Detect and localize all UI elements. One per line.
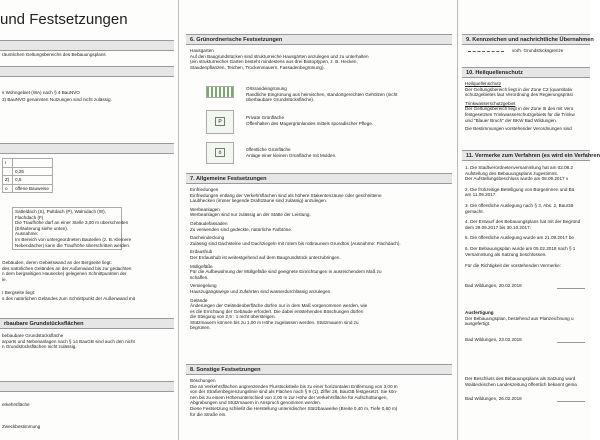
- section-header-traffic: [0, 381, 174, 392]
- text-line: Einfriedungen: [190, 187, 219, 192]
- use-line-1: s Wohngebiet (WA) nach § 4 BauNVO: [2, 90, 80, 95]
- column-right: [462, 0, 600, 440]
- text-line: begrünen.: [190, 325, 211, 331]
- text-line: Gebäuden, deren Gebietswand an der Bergseite liegt:: [2, 260, 112, 265]
- text-line: Staudenpflanzen, Teichen, Trockenmauern, Fassadenbegrünung).: [190, 64, 325, 70]
- private-green-letter: P: [215, 117, 225, 126]
- confirmation-text: Für die Richtigkeit der vorstehenden Vermerke:: [465, 263, 562, 268]
- text-line: bebaubare Grundstücksfläche: [2, 333, 64, 338]
- section-header-procedure: 11. Vermerke zum Verfahren (es wird ein Verfahren: [462, 150, 590, 161]
- text-line: festgesetzten Trinkwasserschutzgebiets für die Trinkw: [465, 111, 575, 117]
- text-line: Gebäudefassaden: [190, 220, 228, 226]
- signature-line: [557, 288, 585, 289]
- section-header-buildable: rbaubare Grundstücksflächen: [0, 318, 174, 329]
- eaves-paragraph-2: [2, 290, 135, 301]
- text-line: Der Geltungsbereich liegt in der Zone C2 (quantitativ: [465, 86, 573, 92]
- public-green-legend: [246, 147, 336, 158]
- text-line: Heilquellenschutz: [465, 81, 502, 86]
- traffic-area-label: erkehrsfläche: [2, 402, 30, 407]
- text-line: Für die Aufbewahrung der Müllgefäße sind geeignete Einrichtungen in ausreichendem Maß zu: [190, 269, 382, 275]
- text-line: Dacheindeckung: [190, 235, 225, 241]
- text-line: (Erläuterung siehe unten).: [15, 225, 69, 231]
- text-line: Versammlung als Satzung beschlossen.: [465, 251, 547, 257]
- text-line: Randliche Eingrünung aus heimischen, standortgerechten Gehölzen (nicht: [246, 91, 398, 97]
- text-line: offene Bauweise: [13, 184, 53, 193]
- text-line: Erdaushub: [190, 249, 213, 255]
- text-line: überbaubare Grundstücksfläche).: [246, 97, 315, 103]
- text-line: [13, 159, 53, 168]
- list-item: 2. Die frühzeitige Beteiligung von Bürgerinnen und Bü: [465, 186, 575, 192]
- text-line: von der Straßenbegrenzungslinie sind als Flächen nach § 9 (1), Ziffer 26, BauGB festgesetzt. Sie kön-: [190, 389, 398, 395]
- text-line: s des natürlichen Geländes zum Schnittpunkt der Außenwand mit: [2, 295, 136, 301]
- private-green-symbol: [206, 110, 234, 134]
- publication-text: [465, 376, 577, 387]
- text-line: Versiegelung: [190, 283, 217, 289]
- list-item: 1. Die Stadtverordnetenversammlung hat am 02.08.2: [465, 165, 574, 170]
- text-line: Hauszugangswege und Zufahrten sind wasserdurchlässig anzulegen.: [190, 288, 332, 294]
- scope-text: räumlichen Geltungsbereichs des Bebauungsplans: [2, 52, 106, 57]
- text-line: Ausfertigung: [465, 310, 494, 315]
- text-line: und "Blauer Bruch" der BKW Bad Wildungen.: [465, 117, 558, 123]
- section-header-scope: [0, 40, 174, 51]
- text-line: Der Erdaushub ist weitestgehend auf dem Baugrundstück unterzubringen.: [190, 254, 341, 260]
- text-line: o: [3, 184, 13, 193]
- embankment-provisions: [190, 378, 398, 417]
- section-header-marks: 9. Kennzeichen und nachrichtliche Übernahmen: [462, 34, 590, 45]
- section-header-use: [0, 66, 174, 77]
- section-header-spring: 10. Heilquellenschutz: [462, 67, 590, 78]
- text-line: Änderungen der Geländeoberfläche dürfen nur in dem Maß vorgenommen werden, wie: [190, 303, 368, 309]
- column-middle: [186, 0, 454, 440]
- fold-line: [178, 0, 179, 440]
- list-item: 6. Der Bebauungsplan wurde am 05.02.2018 nach § 1: [465, 245, 576, 251]
- text-line: Gelände: [190, 297, 208, 303]
- table-row: [3, 159, 53, 168]
- text-line: Nebendächer) kann die Traufhöhe überschritten werden.: [15, 242, 131, 248]
- text-line: Aufstellung des Bebauungsplans zugestimmt.: [465, 170, 558, 176]
- text-line: Einfriedungen entlang der Verkehrsflächen sind als höhere Stakentenzäune oder geschnittene: [190, 192, 382, 198]
- signature-date-1: Bad Wildungen, 20.02.2018: [465, 283, 522, 288]
- roof-note-box: [12, 207, 132, 250]
- text-line: für die Straße ein.: [190, 411, 227, 417]
- text-line: ie.: [2, 276, 7, 282]
- engrossment-text: [465, 310, 574, 327]
- text-line: Im Bereich von untergeordneten Bauteilen (z. B. Kleinere: [15, 236, 132, 242]
- text-line: arports und Nebenanlagen nach § 14 BauGB sind auch den nicht: [2, 338, 135, 344]
- garden-paragraph: [190, 48, 369, 70]
- public-green-symbol: [206, 142, 234, 164]
- text-line: des natürlichen Geländes an der Außenwand bis zur gedachten: [2, 265, 132, 271]
- text-line: Hausgarten: [190, 48, 214, 53]
- text-line: Flachdach (F): [15, 214, 44, 220]
- text-line: (ein strukturreicher Garten besteht mindestens aus drei Biotoptypen, z. B. Hecken,: [190, 59, 358, 65]
- text-line: n dem bergseitigen Hausecke) gelegenen Schnittpunkten der: [2, 271, 127, 277]
- purpose-label: Zweckbestimmung: [2, 424, 41, 429]
- text-line: Satteldach (S), Pultdach (P), Walmdach (W),: [15, 209, 106, 214]
- text-line: Der Beschluss des Bebauungsplans als Satzung wurd: [465, 376, 576, 381]
- text-line: Trinkwasserschutzgebiet: [465, 100, 516, 106]
- text-line: Waldeckischen Landeszeitung öffentlich bekannt gema: [465, 381, 577, 387]
- eaves-paragraph-1: [2, 260, 131, 282]
- text-line: Private Grünfläche: [246, 115, 285, 120]
- list-item: 4. Der Entwurf des Bebauungsplans hat mit der Begründ: [465, 219, 581, 225]
- text-line: Abgrabungen und Stützmauern in Anspruch genommen werden.: [190, 400, 322, 406]
- signature-date-3: Bad Wildungen, 26.02.2018: [465, 396, 522, 401]
- text-line: Zulässig sind Dachsteine und Dachziegeln mit rotem bis rotbraunem Grundton (Ausnahme: Flachdach).: [190, 240, 401, 246]
- building-measure-table: [2, 158, 53, 193]
- general-provisions: [190, 187, 401, 331]
- table-row: [3, 184, 53, 193]
- signature-line: [557, 342, 585, 343]
- text-line: dem 29.09.2017 bis 30.10.2017.: [465, 224, 531, 230]
- ortsrand-legend: [246, 86, 397, 103]
- text-line: Z): [3, 176, 13, 185]
- use-line-2: 3) BauNVO genannten Nutzungen sind nicht zulässig.: [2, 97, 112, 102]
- text-line: Laubhecken (immer liegende Drahtzäune sind zulässig) anzulegen.: [190, 198, 328, 204]
- private-green-legend: [246, 115, 373, 126]
- text-line: n Grundstücksflächen nicht zulässig.: [2, 344, 77, 350]
- table-row: [3, 167, 53, 176]
- text-line: 0,5: [13, 176, 53, 185]
- text-line: die Steigung von 2,5 : 1 nicht übersteigen.: [190, 314, 276, 320]
- boundary-label: vorh. Grundstücksgrenze: [512, 48, 564, 53]
- list-item: 3. Die öffentliche Auslegung nach § 3, Abs. 2, BauGB: [465, 202, 574, 208]
- text-line: Zu verwenden sind gedeckte, natürliche Farbtöne.: [190, 226, 293, 232]
- text-line: Die Traufhöhe darf an einer Stelle 3,00 m überschreiten: [15, 220, 129, 226]
- signature-line: [557, 401, 585, 402]
- section-header-green: 6. Grünordnerische Festsetzungen: [186, 34, 452, 45]
- buildable-text: [2, 333, 135, 350]
- spring-protection-text: [465, 81, 575, 132]
- text-line: Die an Verkehrsflächen angrenzenden Flurstücksteile bis zu einer horizontalen Entfernung von 3,00 m: [190, 383, 398, 389]
- text-line: Diese Festsetzung schließt die Herstellung unterirdischer Stützbauwerke (Breite 0,40 m, Tiefe 0,60 m): [190, 405, 398, 411]
- text-line: Werbeanlagen sind nur zulässig an der Stätte der Leistung.: [190, 212, 311, 218]
- text-line: Auf den Baugrundstücken sind strukturreiche Hausgärten anzulegen und zu unterhalten: [190, 53, 369, 59]
- text-line: schutzgebietes laut Verordnung des Regierungspräsi: [465, 92, 573, 98]
- hedge-symbol: [206, 86, 234, 98]
- text-line: Böschungen: [190, 378, 216, 383]
- text-line: Stützmauern können bis zu 1,00 m Höhe zugelassen werden. Stützmauern sind zu: [190, 319, 359, 325]
- document-title: und Festsetzungen: [0, 11, 128, 28]
- procedure-steps: [465, 165, 580, 257]
- section-header-measure: [0, 143, 174, 154]
- public-green-letter: ö: [215, 148, 225, 157]
- text-line: Der Geltungsbereich liegt in der Zone III des mit Vero: [465, 106, 574, 112]
- list-item: 5. Die öffentliche Auslegung wurde am 21.09.2017 be: [465, 235, 574, 241]
- text-line: [3, 167, 13, 176]
- text-line: Der Aufstellungsbeschluss wurde am 08.09.2017 v: [465, 176, 569, 182]
- text-line: Ausnahme:: [15, 231, 39, 237]
- signature-date-2: Bad Wildungen, 23.02.2018: [465, 337, 522, 342]
- text-line: Der Bebauungsplan, bestehend aus Planzeichnung u: [465, 315, 574, 321]
- text-line: es die Errichtung der Gebäude erfordert. Die dabei entstehenden Böschungen dürfen: [190, 308, 364, 314]
- text-line: r Bergseite liegt:: [2, 290, 36, 295]
- text-line: Die Bestimmungen vorstehender Verordnungen sind: [465, 126, 572, 132]
- boundary-line-symbol: [468, 51, 504, 52]
- section-header-general: 7. Allgemeine Festsetzungen: [186, 173, 452, 184]
- text-line: schaffen.: [190, 274, 209, 280]
- table-row: [3, 176, 53, 185]
- text-line: Anlage einer kleinen Grünfläche mit Mulden.: [246, 152, 337, 158]
- text-line: gemacht.: [465, 208, 484, 214]
- text-line: öffentliche Grünfläche: [246, 147, 291, 152]
- text-line: I: [3, 159, 13, 168]
- text-line: 0,25: [13, 167, 53, 176]
- text-line: ausgefertigt.: [465, 321, 491, 327]
- fold-line: [457, 0, 458, 440]
- section-header-other: 8. Sonstige Festsetzungen: [186, 364, 452, 375]
- text-line: Werbeanlagen: [190, 206, 220, 212]
- text-line: Offenhalten des Magergrünlandes mittels sporadischer Pflege.: [246, 120, 374, 126]
- text-line: Müllgefäße: [190, 263, 213, 269]
- text-line: am 11.09.2017.: [465, 192, 497, 198]
- column-left: [0, 0, 176, 440]
- text-line: nen bis zu einem Höhenunterschied von 2,00 m zur Höhe der Verkehrsfläche für Aufschüttungen,: [190, 394, 388, 400]
- text-line: Ortsrandeingrünung: [246, 86, 287, 91]
